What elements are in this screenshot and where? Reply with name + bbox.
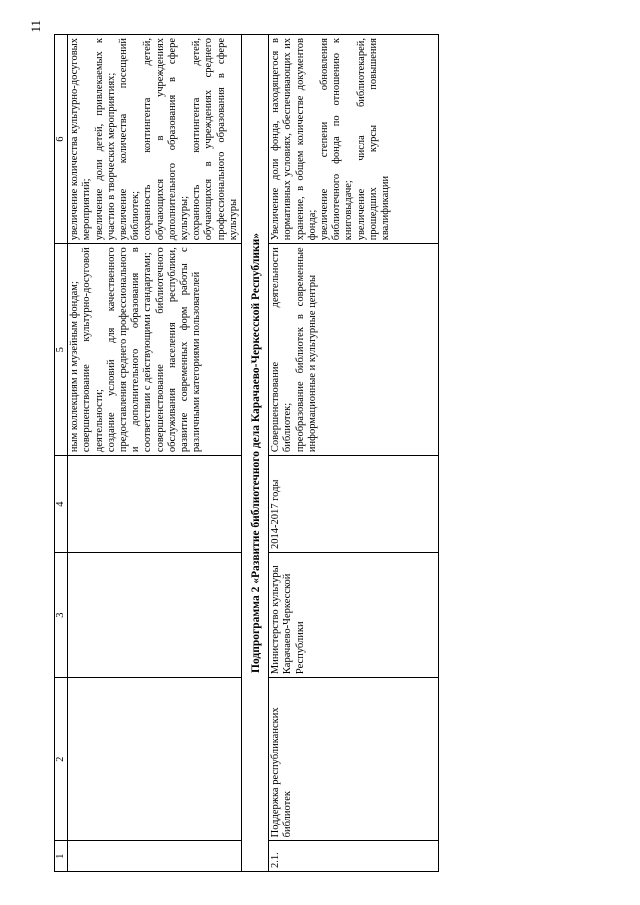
row-2-1-col5-line: Совершенствование деятельности библиотек; (270, 247, 294, 453)
cont-cell-5 (68, 244, 242, 456)
cont-cell-1 (68, 841, 242, 872)
row-2-1-col5 (269, 244, 439, 456)
col-header-1: 1 (55, 841, 68, 872)
col-header-3: 3 (55, 553, 68, 678)
col-header-6: 6 (55, 35, 68, 244)
cont-cell-6 (68, 35, 242, 244)
row-2-1-num: 2.1. (269, 841, 439, 872)
rotated-content (20, 22, 620, 882)
row-2-1-col5-line: преобразование библиотек в современные информационные и культурные центры (294, 247, 318, 453)
row-2-1-col6-line: увеличение степени обновления библиотечного фонда по отношению к книговыдаче; (319, 38, 355, 241)
row-2-1-name: Поддержка республиканских библиотек (269, 678, 439, 841)
col-header-5: 5 (55, 244, 68, 456)
cont-col6-line: увеличение количества культурно-досуговых мероприятий; (69, 38, 93, 241)
cont-col5-line: совершенствование библиотечного обслуживания населения республики, развитие современных форм работы с различными категориями пользователей (154, 247, 203, 453)
cont-col6-line: увеличение доли детей, привлекаемых к участию в творческих мероприятиях; (93, 38, 117, 241)
program-table (54, 34, 439, 872)
row-2-1-executor: Министерство культуры Карачаево-Черкесской Республики (269, 553, 439, 678)
cont-col5-line: совершенствование культурно-досуговой деятельности; (81, 247, 105, 453)
row-2-1-col6-line: Увеличение доли фонда, находящегося в нормативных условиях, обеспечивающих их хранение, в общем количестве документов фонда; (270, 38, 318, 241)
row-2-1 (269, 35, 439, 872)
subprogram-row (242, 35, 269, 872)
col-header-4: 4 (55, 456, 68, 553)
cont-col5-line: создание условий для качественного предоставления среднего профессионального и дополнительного образования в соответствии с действующими стандартами; (105, 247, 154, 453)
page-number: 11 (28, 20, 43, 33)
row-2-1-period: 2014-2017 годы (269, 456, 439, 553)
column-number-row (55, 35, 68, 872)
cont-cell-4 (68, 456, 242, 553)
cont-col6-line: увеличение количества посещений библиотек; (118, 38, 142, 241)
col-header-2: 2 (55, 678, 68, 841)
cont-col5-line: ным коллекциям и музейным фондам; (69, 281, 81, 453)
cont-cell-2 (68, 678, 242, 841)
continuation-row (68, 35, 242, 872)
cont-col6-line: сохранность контингента детей, обучающихся в учреждениях среднего профессионального образования в сфере культуры (191, 38, 239, 241)
row-2-1-col6-line: увеличение числа библиотекарей, прошедших курсы повышения квалификации (355, 38, 392, 241)
cont-cell-3 (68, 553, 242, 678)
cont-col6-line: сохранность контингента детей, обучающихся в учреждениях дополнительного образования в сфере культуры; (142, 38, 191, 241)
row-2-1-col6 (269, 35, 439, 244)
subprogram-title: Подпрограмма 2 «Развитие библиотечного дела Карачаево-Черкесской Республики» (242, 35, 269, 872)
